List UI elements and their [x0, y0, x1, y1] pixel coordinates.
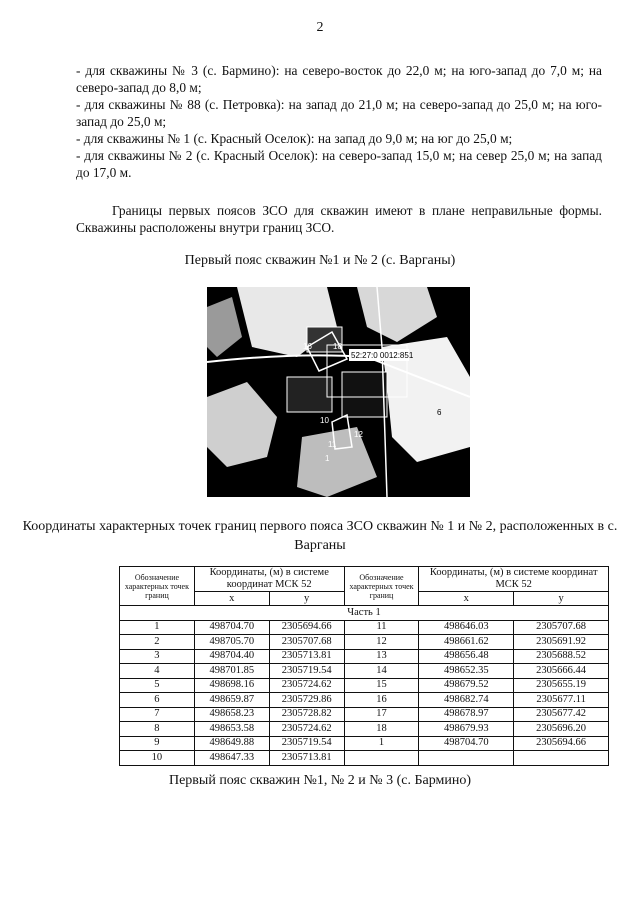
table-cell-x1: 498658.23 — [194, 707, 269, 722]
page-number: 2 — [316, 20, 324, 35]
boundary-paragraph: Границы первых поясов ЗСО для скважин имеют в плане неправильные формы. Скважины расположены внутри границ ЗСО. — [76, 203, 602, 235]
table-cell-y1: 2305724.62 — [269, 722, 344, 737]
table-cell-p1: 5 — [120, 678, 195, 693]
table-cell-p2: 14 — [344, 664, 419, 679]
table-row — [120, 635, 609, 650]
table-cell-y1: 2305713.81 — [269, 649, 344, 664]
map-building — [287, 377, 332, 412]
table-cell-y1: 2305728.82 — [269, 707, 344, 722]
map-image — [207, 287, 470, 497]
table-cell-p2 — [344, 751, 419, 766]
table-row — [120, 707, 609, 722]
point-label: 16 — [303, 342, 312, 351]
table-cell-y1: 2305724.62 — [269, 678, 344, 693]
table-cell-y1: 2305694.66 — [269, 620, 344, 635]
table-cell-p2: 11 — [344, 620, 419, 635]
coordinates-table — [119, 566, 609, 766]
part-label: Часть 1 — [120, 606, 609, 621]
point-label: 18 — [333, 342, 342, 351]
table-cell-x2: 498646.03 — [419, 620, 514, 635]
cadastral-label: 52:27:0 0012:851 — [351, 351, 414, 360]
table-cell-y2: 2305694.66 — [514, 736, 609, 751]
table-cell-y2 — [514, 751, 609, 766]
header-coords-left: Координаты, (м) в системе координат МСК 52 — [194, 567, 344, 592]
satellite-map — [207, 287, 470, 497]
map-building — [342, 372, 387, 417]
paragraph-well-88: - для скважины № 88 (с. Петровка): на запад до 21,0 м; на северо-запад до 25,0 м; на юго- запад до 25,0 м; — [76, 97, 602, 129]
table-cell-x2: 498682.74 — [419, 693, 514, 708]
table-cell-y1: 2305719.54 — [269, 736, 344, 751]
table-cell-y2: 2305655.19 — [514, 678, 609, 693]
point-label: 10 — [320, 416, 329, 425]
paragraph-well-1: - для скважины № 1 (с. Красный Оселок): на запад до 9,0 м; на юг до 25,0 м; — [76, 131, 513, 146]
table-cell-p1: 9 — [120, 736, 195, 751]
table-cell-p1: 4 — [120, 664, 195, 679]
table-row — [120, 664, 609, 679]
table-cell-p1: 1 — [120, 620, 195, 635]
table-cell-x2: 498704.70 — [419, 736, 514, 751]
map-caption: Первый пояс скважин №1 и № 2 (с. Варганы) — [184, 253, 456, 268]
point-label: 6 — [437, 408, 442, 417]
table-cell-p2: 16 — [344, 693, 419, 708]
table-row — [120, 751, 609, 766]
table-cell-p2: 17 — [344, 707, 419, 722]
table-cell-p2: 18 — [344, 722, 419, 737]
table-cell-x1: 498704.40 — [194, 649, 269, 664]
table-cell-y1: 2305729.86 — [269, 693, 344, 708]
bottom-caption: Первый пояс скважин №1, № 2 и № 3 (с. Бармино) — [168, 773, 471, 788]
table-cell-y1: 2305713.81 — [269, 751, 344, 766]
point-label: 12 — [354, 430, 363, 439]
header-coords-right: Координаты, (м) в системе координат МСК 52 — [419, 567, 609, 592]
table-cell-p1: 8 — [120, 722, 195, 737]
table-row — [120, 693, 609, 708]
table-cell-p2: 15 — [344, 678, 419, 693]
table-title: Координаты характерных точек границ первого пояса ЗСО скважин № 1 и № 2, расположенных в с. Варганы — [22, 519, 618, 553]
header-point-left: Обозначение характерных точек границ — [120, 567, 195, 606]
table-cell-y2: 2305688.52 — [514, 649, 609, 664]
table-cell-y1: 2305707.68 — [269, 635, 344, 650]
table-cell-p2: 1 — [344, 736, 419, 751]
table-cell-x1: 498698.16 — [194, 678, 269, 693]
table-row — [120, 722, 609, 737]
table-cell-y1: 2305719.54 — [269, 664, 344, 679]
header-x-right: х — [419, 592, 514, 606]
table-cell-p1: 2 — [120, 635, 195, 650]
table-cell-p2: 12 — [344, 635, 419, 650]
header-point-right: Обозначение характерных точек границ — [344, 567, 419, 606]
table-cell-x1: 498649.88 — [194, 736, 269, 751]
table-cell-y2: 2305691.92 — [514, 635, 609, 650]
table-cell-x2: 498678.97 — [419, 707, 514, 722]
table-cell-x2: 498652.35 — [419, 664, 514, 679]
table-cell-y2: 2305677.11 — [514, 693, 609, 708]
point-label: 1 — [325, 454, 330, 463]
table-cell-p1: 3 — [120, 649, 195, 664]
table-cell-x2: 498661.62 — [419, 635, 514, 650]
header-y-right: у — [514, 592, 609, 606]
point-label: 11 — [328, 440, 337, 449]
table-cell-y2: 2305707.68 — [514, 620, 609, 635]
table-cell-p1: 10 — [120, 751, 195, 766]
paragraph-well-3: - для скважины № 3 (с. Бармино): на северо-восток до 22,0 м; на юго-запад до 7,0 м; на северо-запад до 8,0 м; — [76, 63, 602, 95]
table-row — [120, 736, 609, 751]
table-cell-x1: 498701.85 — [194, 664, 269, 679]
table-cell-x2 — [419, 751, 514, 766]
table-row — [120, 620, 609, 635]
table-cell-p1: 6 — [120, 693, 195, 708]
table-cell-y2: 2305677.42 — [514, 707, 609, 722]
table-cell-x2: 498679.93 — [419, 722, 514, 737]
table-row — [120, 678, 609, 693]
table-cell-y2: 2305666.44 — [514, 664, 609, 679]
table-cell-x1: 498704.70 — [194, 620, 269, 635]
table-cell-x1: 498653.58 — [194, 722, 269, 737]
table-cell-x2: 498656.48 — [419, 649, 514, 664]
table-cell-x1: 498647.33 — [194, 751, 269, 766]
table-cell-p2: 13 — [344, 649, 419, 664]
table-cell-x1: 498705.70 — [194, 635, 269, 650]
table-cell-x1: 498659.87 — [194, 693, 269, 708]
header-y-left: у — [269, 592, 344, 606]
table-row — [120, 649, 609, 664]
paragraph-well-2: - для скважины № 2 (с. Красный Оселок): на северо-запад 15,0 м; на север 25,0 м; на запад до 17,0 м. — [76, 148, 602, 180]
header-x-left: х — [194, 592, 269, 606]
table-cell-p1: 7 — [120, 707, 195, 722]
table-cell-y2: 2305696.20 — [514, 722, 609, 737]
table-cell-x2: 498679.52 — [419, 678, 514, 693]
